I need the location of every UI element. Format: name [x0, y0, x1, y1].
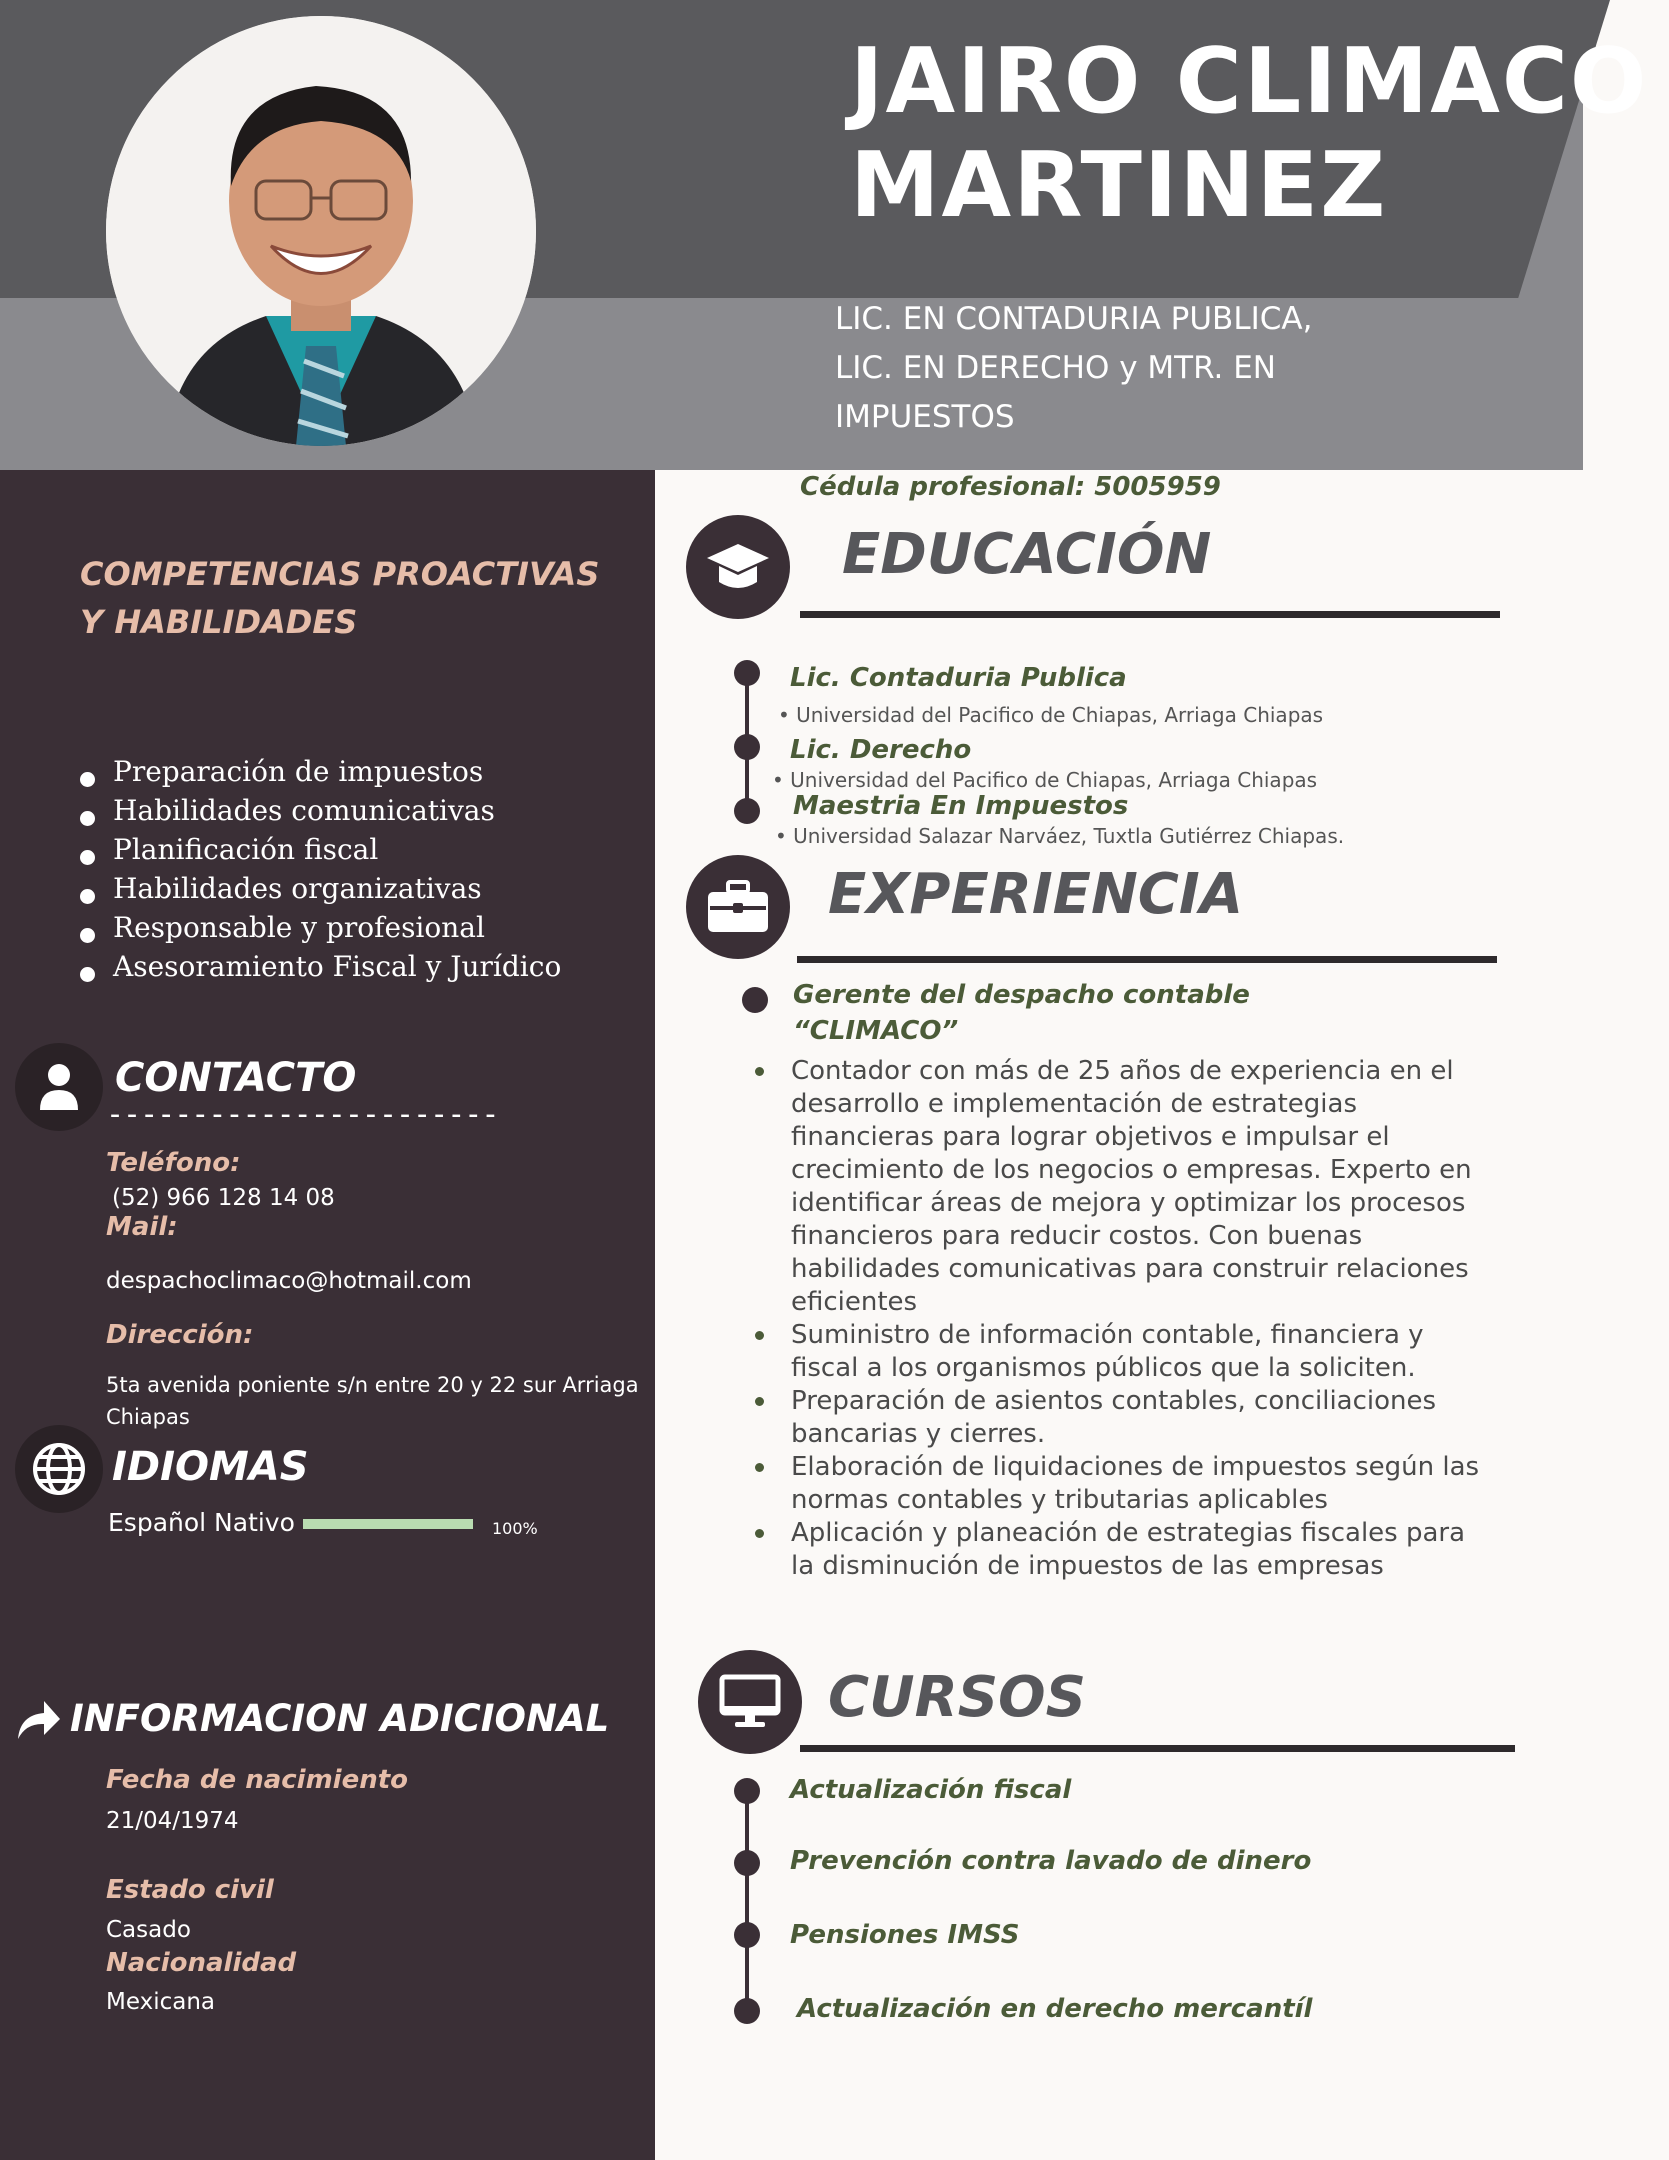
experience-bullet: [755, 1385, 1490, 1451]
bullet-icon: [80, 811, 95, 826]
experience-bullet: [755, 1451, 1490, 1517]
skill-item: [78, 869, 561, 908]
skill-item: [78, 908, 561, 947]
experiencia-rule: [797, 956, 1497, 963]
degree-line: IMPUESTOS: [835, 399, 1015, 435]
education-school: • Universidad del Pacifico de Chiapas, Arriaga Chiapas: [778, 703, 1324, 727]
skill-label: Habilidades comunicativas: [113, 794, 495, 827]
profile-photo: [106, 16, 536, 446]
direccion-value: 5ta avenida poniente s/n entre 20 y 22 sur Arriaga Chiapas: [106, 1373, 639, 1429]
skill-label: Responsable y profesional: [113, 911, 485, 944]
timeline-dot: [742, 987, 768, 1013]
education-title: Maestria En Impuestos: [793, 791, 1129, 821]
competencias-title: [80, 550, 599, 646]
educacion-rule: [800, 611, 1500, 618]
timeline-dot: [734, 660, 760, 686]
bullet-icon: [755, 1067, 764, 1076]
timeline-dot: [734, 1850, 760, 1876]
cedula-profesional: Cédula profesional: 5005959: [800, 472, 1221, 502]
mail-value: despachoclimaco@hotmail.com: [106, 1268, 472, 1294]
education-school: • Universidad Salazar Narváez, Tuxtla Gutiérrez Chiapas.: [775, 824, 1345, 848]
skill-item: [78, 752, 561, 791]
experience-bullets: [755, 1055, 1490, 1583]
nacimiento-label: Fecha de nacimiento: [106, 1765, 409, 1795]
language-name: Español Nativo: [108, 1508, 295, 1537]
course-title: Pensiones IMSS: [790, 1920, 1020, 1950]
degree-summary: [835, 295, 1312, 442]
bullet-icon: [80, 772, 95, 787]
skill-label: Habilidades organizativas: [113, 872, 482, 905]
skill-label: Preparación de impuestos: [113, 755, 484, 788]
experience-role-line1: Gerente del despacho contable: [793, 980, 1250, 1010]
mail-label: Mail:: [106, 1212, 178, 1242]
civil-value: Casado: [106, 1917, 191, 1943]
contacto-title: CONTACTO: [115, 1055, 357, 1101]
cursos-title: CURSOS: [828, 1665, 1086, 1730]
language-level-fill: [303, 1519, 473, 1529]
globe-icon: [15, 1425, 103, 1513]
experience-bullet: [755, 1517, 1490, 1583]
telefono-value: (52) 966 128 14 08: [112, 1185, 335, 1211]
language-level-label: 100%: [492, 1519, 538, 1538]
experience-bullet-text: Elaboración de liquidaciones de impuestos según las normas contables y tributarias aplicables: [791, 1452, 1480, 1515]
person-icon: [15, 1043, 103, 1131]
experience-bullet: [755, 1319, 1490, 1385]
experience-bullet-text: Contador con más de 25 años de experiencia en el desarrollo e implementación de estrategias financieras para lograr objetivos e impulsar el crecimiento de los negocios o empresas. Experto en identificar áreas de mejora y optimizar los procesos financieros para reducir costos. Con buenas habilidades comunicativas para construir relaciones eficientes: [791, 1056, 1472, 1317]
bullet-icon: [755, 1397, 764, 1406]
competencias-title-line2: Y HABILIDADES: [80, 603, 358, 641]
timeline-dot: [734, 734, 760, 760]
bullet-icon: [80, 850, 95, 865]
direccion-label: Dirección:: [106, 1320, 254, 1350]
bullet-icon: [755, 1331, 764, 1340]
briefcase-icon: [686, 855, 790, 959]
education-school: • Universidad del Pacifico de Chiapas, Arriaga Chiapas: [772, 768, 1318, 792]
sidebar: [0, 470, 655, 2160]
monitor-icon: [698, 1650, 802, 1754]
idiomas-title: IDIOMAS: [112, 1444, 309, 1490]
course-title: Prevención contra lavado de dinero: [790, 1846, 1312, 1876]
cursos-timeline: [745, 1792, 749, 2012]
experience-bullet-text: Suministro de información contable, financiera y fiscal a los organismos públicos que la soliciten.: [791, 1320, 1424, 1383]
skills-list: [78, 752, 561, 986]
education-title: Lic. Contaduria Publica: [790, 663, 1127, 693]
competencias-title-line1: COMPETENCIAS PROACTIVAS: [80, 555, 600, 593]
share-arrow-icon: [14, 1697, 62, 1745]
skill-item: [78, 791, 561, 830]
candidate-name-line2: MARTINEZ: [850, 133, 1388, 238]
timeline-dot: [734, 798, 760, 824]
skill-item: [78, 830, 561, 869]
experience-bullet-text: Preparación de asientos contables, conciliaciones bancarias y cierres.: [791, 1386, 1437, 1449]
skill-label: Asesoramiento Fiscal y Jurídico: [113, 950, 562, 983]
bullet-icon: [755, 1463, 764, 1472]
candidate-name-line1: JAIRO CLIMACO: [850, 29, 1649, 134]
profile-photo-illustration: [106, 16, 536, 446]
candidate-name: [850, 30, 1648, 238]
bullet-icon: [80, 928, 95, 943]
skill-item: [78, 947, 561, 986]
course-title: Actualización fiscal: [790, 1775, 1072, 1805]
nacionalidad-value: Mexicana: [106, 1989, 216, 2015]
skill-label: Planificación fiscal: [113, 833, 379, 866]
education-title: Lic. Derecho: [790, 735, 972, 765]
bullet-icon: [80, 889, 95, 904]
civil-label: Estado civil: [106, 1875, 274, 1905]
experience-bullet-text: Aplicación y planeación de estrategias fiscales para la disminución de impuestos de las empresas: [791, 1518, 1466, 1581]
experience-role-line2: “CLIMACO”: [793, 1016, 959, 1046]
course-title: Actualización en derecho mercantíl: [797, 1994, 1313, 2024]
timeline-dot: [734, 1778, 760, 1804]
educacion-title: EDUCACIÓN: [842, 522, 1212, 587]
degree-line: LIC. EN CONTADURIA PUBLICA,: [835, 301, 1313, 337]
bullet-icon: [80, 967, 95, 982]
contacto-divider: -----------------------: [106, 1097, 499, 1132]
nacionalidad-label: Nacionalidad: [106, 1948, 297, 1978]
telefono-label: Teléfono:: [106, 1148, 241, 1178]
nacimiento-value: 21/04/1974: [106, 1808, 239, 1834]
timeline-dot: [734, 1922, 760, 1948]
info-title: INFORMACION ADICIONAL: [70, 1697, 610, 1740]
graduation-cap-icon: [686, 515, 790, 619]
experiencia-title: EXPERIENCIA: [828, 862, 1244, 927]
degree-line: LIC. EN DERECHO y MTR. EN: [835, 350, 1276, 386]
language-level-bar: [303, 1519, 473, 1529]
bullet-icon: [755, 1529, 764, 1538]
cursos-rule: [800, 1745, 1515, 1752]
experience-bullet: [755, 1055, 1490, 1319]
timeline-dot: [734, 1998, 760, 2024]
